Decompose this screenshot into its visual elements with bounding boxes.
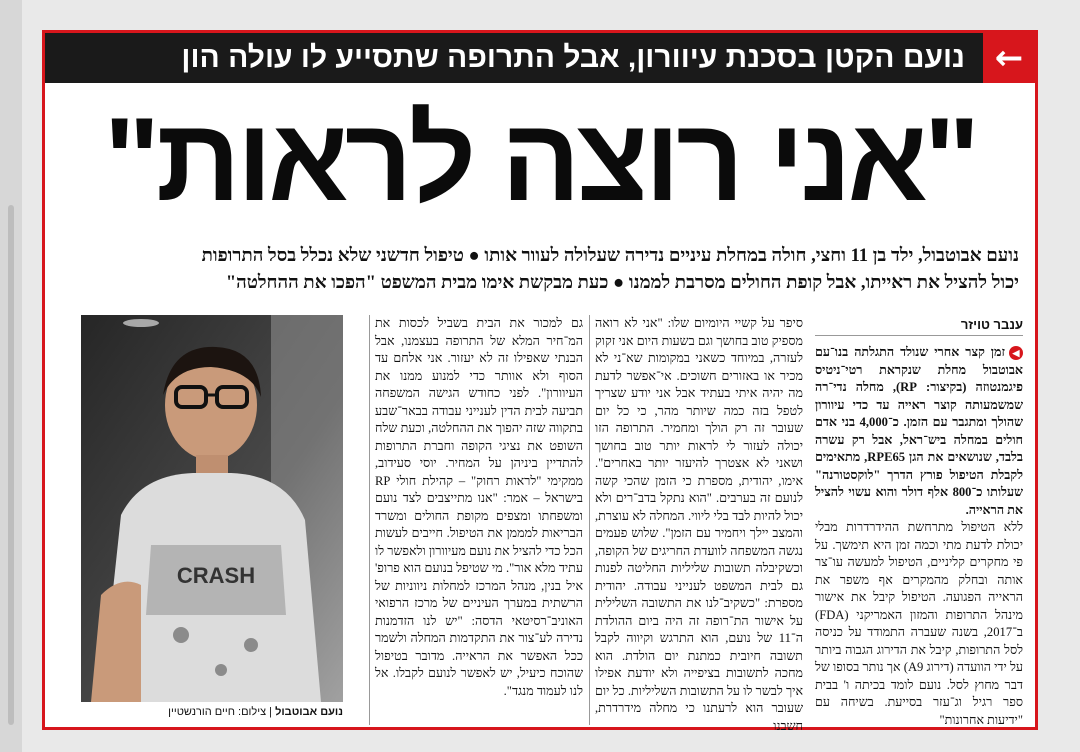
byline: ענבר טויזר bbox=[815, 315, 1023, 336]
column-divider bbox=[369, 315, 370, 725]
red-triangle-bullet-icon: ◀ bbox=[1009, 346, 1023, 360]
newspaper-page bbox=[42, 30, 1038, 733]
caption-name: נועם אבוטבול bbox=[275, 706, 343, 718]
subhead-line-2: יכול להציל את ראייתו, אבל קופת החולים מסרבת לממנו ● כעת מבקשת אימו מבית המשפט "הפכו את ההחלטה" bbox=[225, 273, 1019, 293]
photo-noam bbox=[81, 315, 343, 702]
caption-separator: | bbox=[269, 706, 272, 718]
article-column-1 bbox=[815, 315, 1023, 725]
arrow-left-icon: ← bbox=[983, 33, 1035, 83]
column-divider bbox=[589, 315, 590, 725]
caption-credit: צילום: חיים הורנשטיין bbox=[168, 706, 267, 718]
kicker-text: נועם הקטן בסכנת עיוורון, אבל התרופה שתסייע לו עולה הון bbox=[181, 41, 965, 74]
article-paragraph: גם למכור את הבית בשביל לכסות את המ־חיר המלא של התרופה בעצמנו, אבל הבנתי שאפילו זה לא יעזור. אני אלחם עד הסוף ולא אוותר כדי למנוע ממנו את העיוורון". לפני כחודש הגישה המשפחה תביעה לבית הדין לענייני עבודה בבאר־שבע בתקווה שזה יהפוך את ההחלטה, וכעת שלח השופט את נציגי הקופה וחברת התרופות להתדיין ביניהן על המחיר. יוסי סעידוב, ממקימי "לראות רחוק" – קהילת חולי RP בישראל – אמר: "אנו מתייצבים לצד נועם ומשפחתו ומצפים מקופת החולים ומשרד הבריאות למממן את הטיפול. חייבים לעשות הכל כדי להציל את נועם מעיוורון ולאפשר לו עתיד מלא אור". מי שטיפל בנועם הוא פרופ' איל בנין, מנהל המרכז למחלות ניווניות של הרשתית במערך העיניים של מרכז הרפואי האוניב־רסיטאי הדסה: "יש לנו הזדמנות נדירה לע־צור את התקדמות המחלה ולשמר ככל האפשר את הראייה. מדובר בטיפול שהוכח כיעיל, יש לאפשר לנועם לקבלו. אל לנו לעמוד מנגד". bbox=[375, 316, 583, 698]
subhead-line-1: נועם אבוטבול, ילד בן 11 וחצי, חולה במחלת עיניים נדירה שעלולה לעוור אותו ● טיפול חדשני שלא נכלל בסל התרופות bbox=[201, 246, 1019, 266]
svg-text:CRASH: CRASH bbox=[176, 563, 256, 588]
article-paragraph: ללא הטיפול מתרחשת ההידרדרות מבלי יכולת לדעת מתי וכמה זמן היא תימשך. על פי מחקרים קליניים, הטיפול למעשה עו־צר אותה ובחלק מהמקרים אף משפר את הראייה הפגועה. הטיפול קיבל את אישור מינהל התרופות והמזון האמריקני (FDA) ב־2017, בשנה שעברה התמודד על כניסה לסל התרופות, קיבל את הדירוג הגבוה ביותר על ידי הוועדה (דירוג A9) אך נותר בסופו של דבר מחוץ לסל. נועם לומד בכיתה ו' בבית ספר רגיל וג־עזר בסייעת. בשיחה עם "ידיעות אחרונות" bbox=[815, 520, 1023, 727]
article-body bbox=[345, 315, 1023, 733]
kicker-bar bbox=[45, 33, 1035, 83]
article-lead-text: זמן קצר אחרי שנולד התגלתה בנו־עם אבוטבול מחלת שנקראת רטי־ניטיס פיגמנטוזה (בקיצור: RP), מחלה נדי־רה שמשמעותה קוצר ראייה עד כדי עיוורון שהולך ומתגבר עם הזמן. כ־4,000 בני אדם חולים במחלה ביש־ראל, אבל רק עשרה בלבד, שנושאים את הגן RPE65, מתאימים לקבלת הטיפול פורץ הדרך "לוקסטורנה" שעלותו כ־800 אלף דולר והוא עשוי להציל את הראייה. bbox=[815, 345, 1023, 517]
article-lead bbox=[815, 344, 1023, 519]
headline: "אני רוצה לראות" bbox=[104, 94, 976, 226]
page-curl-edge bbox=[8, 205, 14, 725]
article-paragraph: סיפר על קשיי היומיום שלו: "אני לא רואה מספיק טוב בחושך וגם בשעות היום אני זקוק לעזרה, במיוחד כשאני במקומות שא־ני לא מכיר או באזורים חשוכים. אי־אפשר לדעת מה יהיה איתי בעתיד אבל אני יודע שצריך לטפל בזה כמה שיותר מהר, כי כל יום שעובר זה רק הולך ומחמיר. התרופה הזו יכולה לעזור לי לראות יותר טוב בחושך ושאני לא אצטרך להיעזר יותר באחרים". אימו, יהודית, מספרת כי הזמן שהכי קשה לנועם זה בערבים. "הוא נתקל בדב־רים ולא יכול להיות לבד בלי ליווי. המחלה לא עוצרת, והמצב יילך ויחמיר עם הזמן". שלוש פעמים נגשה המשפחה לוועדת החריגים של הקופה, וכשקיבלה תשובות שליליות החליטה לפנות גם לבית המשפט לענייני עבודה. יהודית מספרת: "כשקיב־לנו את התשובה השלילית על אישור הת־רופה זה היה ביום ההולדת ה־11 של נועם, הוא התרגש וקיווה לקבל תשובה חיובית כמתנת יום הולדת. הוא מחכה לתשובות בציפייה ולא יודעת אפילו איך לבשר לו על התשובות השליליות. כל יום שעובר הוא לרעתנו כי מחלה מידרדרת, חשבנו bbox=[595, 316, 803, 733]
article-column-2 bbox=[595, 315, 803, 733]
article-column-3 bbox=[375, 315, 583, 725]
side-strip bbox=[0, 0, 22, 752]
photo-caption bbox=[81, 701, 343, 723]
subheadline bbox=[61, 243, 1019, 297]
